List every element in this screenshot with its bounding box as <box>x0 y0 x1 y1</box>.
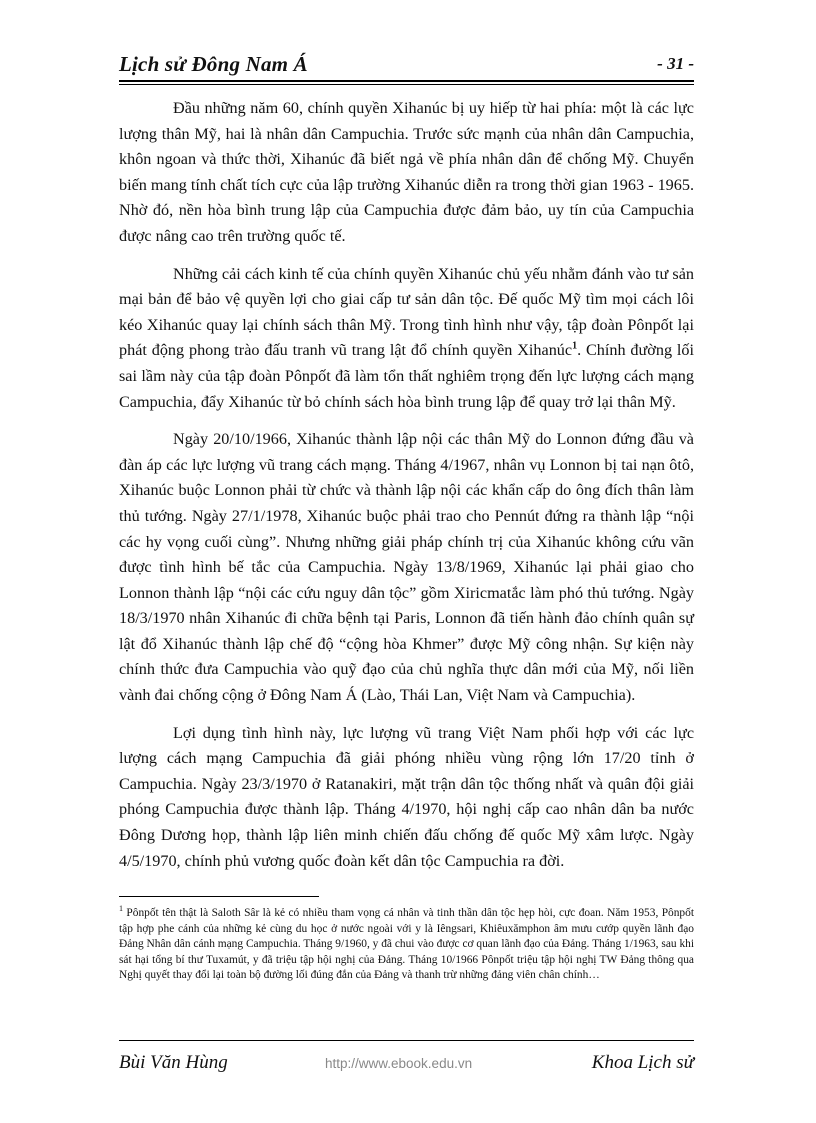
page-footer <box>119 1052 694 1078</box>
paragraph-4: Lợi dụng tình hình này, lực lượng vũ trang Việt Nam phối hợp với các lực lượng cách mạng Campuchia đã giải phóng nhiều vùng rộng lớn 17/20 tỉnh ở Campuchia. Ngày 23/3/1970 ở Ratanakiri, mặt trận dân tộc thống nhất và quân đội giải phóng Campuchia được thành lập. Tháng 4/1970, hội nghị cấp cao nhân dân ba nước Đông Dương họp, thành lập liên minh chiến đấu chống đế quốc Mỹ xâm lược. Ngày 4/5/1970, chính phủ vương quốc đoàn kết dân tộc Campuchia ra đời. <box>119 723 694 870</box>
footnote-separator <box>119 896 319 897</box>
footer-rule <box>119 1040 694 1041</box>
footnote-text: Pônpốt tên thật là Saloth Sâr là kẻ có nhiều tham vọng cá nhân và tinh thần dân tộc hẹp hòi, cực đoan. Năm 1953, Pônpốt tập hợp phe cánh của những kẻ cùng du học ở nước ngoài với y là Iêngsari, Khiêuxămphon âm mưu cướp quyền lãnh đạo Đảng Nhân dân cánh mạng Campuchia. Tháng 9/1960, y đã chui vào được cơ quan lãnh đạo của Đảng. Tháng 1/1963, sau khi sát hại tổng bí thư Tuxamút, y đã triệu tập hội nghị của Đảng. Tháng 10/1966 Pônpốt triệu tập hội nghị TW Đảng thông qua Nghị quyết thay đổi lại toàn bộ đường lối đúng đắn của Đảng và thanh trừ những đảng viên chân chính… <box>119 907 694 981</box>
footnote-ref[interactable]: 1 <box>572 340 578 352</box>
page-header <box>119 50 694 80</box>
paragraph-2-text-after: . Chính đường lối sai lầm này của tập đoàn Pônpốt đã làm tổn thất nghiêm trọng đến lực lượng cách mạng Campuchia, đẩy Xihanúc từ bỏ chính sách hòa bình trung lập để quay trở lại thân Mỹ. <box>119 341 694 411</box>
page-number: - 31 - <box>657 54 694 73</box>
footer-author: Bùi Văn Hùng <box>119 1052 228 1073</box>
footnote <box>119 906 694 984</box>
paragraph-1: Đầu những năm 60, chính quyền Xihanúc bị uy hiếp từ hai phía: một là các lực lượng thân Mỹ, hai là nhân dân Campuchia. Trước sức mạnh của nhân dân Campuchia, khôn ngoan và thức thời, Xihanúc đã biết ngả về phía nhân dân để chống Mỹ. Chuyển biến mang tính chất tích cực của lập trường Xihanúc diễn ra trong thời gian 1963 - 1965. Nhờ đó, nền hòa bình trung lập của Campuchia được đảm bảo, uy tín của Campuchia được nâng cao trên trường quốc tế. <box>119 99 694 245</box>
body-text <box>119 96 694 886</box>
footer-department: Khoa Lịch sử <box>591 1052 694 1073</box>
footnote-marker: 1 <box>119 904 123 914</box>
footer-url-link[interactable]: http://www.ebook.edu.vn <box>325 1056 473 1071</box>
paragraph-2-text-before: Những cải cách kinh tế của chính quyền Xihanúc chủ yếu nhằm đánh vào tư sản mại bản để bảo vệ quyền lợi cho giai cấp tư sản dân tộc. Đế quốc Mỹ tìm mọi cách lôi kéo Xihanúc quay lại chính sách thân Mỹ. Trong tình hình như vậy, tập đoàn Pônpốt lại phát động phong trào đấu tranh vũ trang lật đổ chính quyền Xihanúc <box>119 264 694 360</box>
header-rule <box>119 80 694 85</box>
paragraph-2 <box>119 262 694 416</box>
paragraph-3: Ngày 20/10/1966, Xihanúc thành lập nội các thân Mỹ do Lonnon đứng đầu và đàn áp các lực lượng vũ trang cách mạng. Tháng 4/1967, nhân vụ Lonnon bị tai nạn ôtô, Xihanúc buộc Lonnon phải từ chức và thành lập nội các khẩn cấp do ông đích thân làm thủ tướng. Ngày 27/1/1978, Xihanúc buộc phải trao cho Pennút đứng ra thành lập “nội các hy vọng cuối cùng”. Nhưng những giải pháp chính trị của Xihanúc không cứu vãn được tình hình bế tắc của Campuchia. Ngày 13/8/1969, Xihanúc lại phải giao cho Lonnon thành lập “nội các cứu nguy dân tộc” gồm Xiricmatắc làm phó thủ tướng. Ngày 18/3/1970 nhân Xihanúc đi chữa bệnh tại Paris, Lonnon đã tiến hành đảo chính quân sự lật đổ Xihanúc thành lập chế độ “cộng hòa Khmer” được Mỹ công nhận. Sự kiện này chính thức đưa Campuchia vào quỹ đạo của chủ nghĩa thực dân mới của Mỹ, nối liền vành đai chống cộng ở Đông Nam Á (Lào, Thái Lan, Việt Nam và Campuchia). <box>119 430 694 705</box>
header-title: Lịch sử Đông Nam Á <box>119 52 308 76</box>
